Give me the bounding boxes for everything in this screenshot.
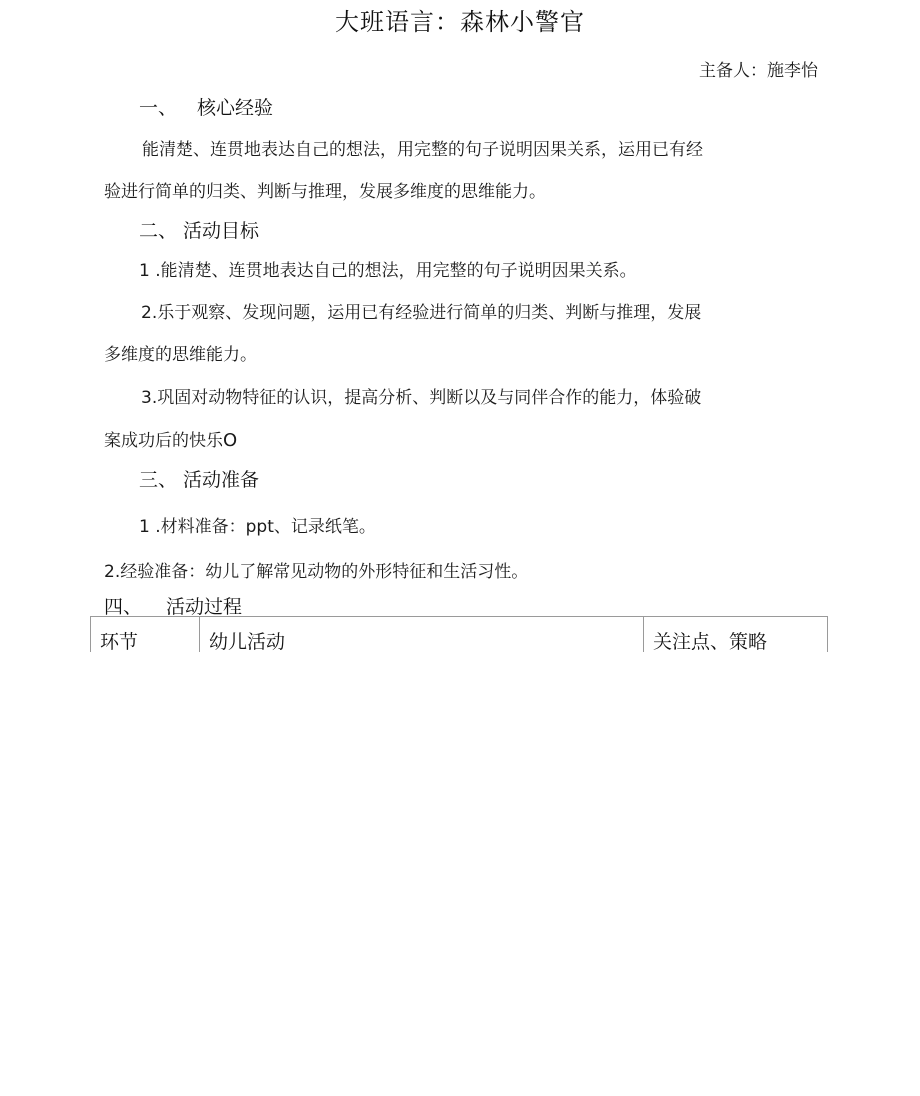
goal-1-text: 能清楚、连贯地表达自己的想法，用完整的句子说明因果关系。 (160, 261, 637, 281)
prep-1-label: 材料准备： (160, 517, 246, 537)
table-header-focus-strategy: 关注点、策略 (653, 631, 768, 652)
prep-1-rest: 、记录纸笔。 (273, 517, 376, 537)
goal-3-line-2 (104, 430, 237, 452)
section-1-title: 核心经验 (197, 97, 274, 119)
core-experience-line-2: 验进行简单的归类、判断与推理，发展多维度的思维能力。 (104, 182, 546, 202)
goal-2-line-2: 多维度的思维能力。 (104, 345, 257, 365)
goal-2-line-1 (141, 303, 701, 324)
table-header-child-activity: 幼儿活动 (200, 617, 644, 652)
goal-2-text: 乐于观察、发现问题，运用已有经验进行简单的归类、判断与推理，发展 (157, 303, 702, 323)
document-title: 大班语言：森林小警官 (335, 8, 585, 36)
goal-3-line-1 (141, 388, 701, 409)
author-line: 主备人：施李怡 (699, 61, 818, 81)
section-4-number: 四、 (104, 596, 143, 618)
goal-3-trailing-mark: O (223, 430, 238, 451)
goal-3-text-end: 案成功后的快乐 (104, 431, 223, 451)
core-experience-line-1: 能清楚、连贯地表达自己的想法，用完整的句子说明因果关系，运用已有经 (142, 140, 703, 160)
section-1-heading (139, 93, 273, 120)
prep-1-ppt: ppt (245, 517, 274, 537)
prep-2-number: 2. (104, 562, 121, 582)
prep-2 (104, 562, 528, 583)
goal-2-number: 2. (141, 303, 158, 323)
section-2-heading: 二、 活动目标 (139, 220, 260, 242)
activity-process-table (90, 616, 828, 652)
goal-3-number: 3. (141, 388, 158, 408)
goal-3-text: 巩固对动物特征的认识，提高分析、判断以及与同伴合作的能力，体验破 (157, 388, 702, 408)
goal-1-number: 1 . (139, 261, 161, 281)
section-4-heading (104, 592, 242, 619)
prep-1-number: 1 . (139, 517, 161, 537)
prep-2-text: 经验准备：幼儿了解常见动物的外形特征和生活习性。 (120, 562, 529, 582)
section-4-title: 活动过程 (166, 596, 243, 618)
section-3-heading: 三、 活动准备 (139, 469, 260, 491)
goal-1 (139, 261, 637, 282)
prep-1 (139, 517, 376, 538)
table-header-stage: 环节 (91, 617, 200, 652)
section-1-number: 一、 (139, 97, 178, 119)
